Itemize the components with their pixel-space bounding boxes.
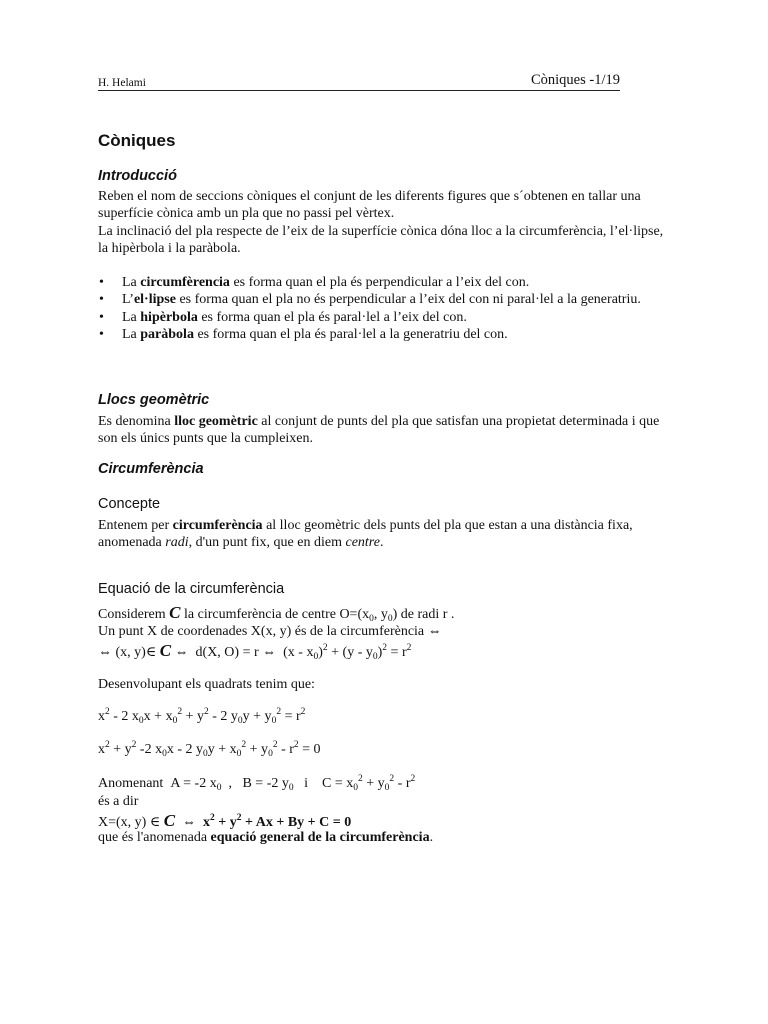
list-item: • L’el·lipse es forma quan el pla no és perpendicular a l’eix del con ni paral·lel a la generatriu.	[99, 292, 641, 308]
section-heading-llocs: Llocs geomètric	[98, 392, 210, 408]
section-heading-circumferencia: Circumferència	[98, 461, 204, 477]
math-line-punt-x: Un punt X de coordenades X(x, y) és de la circumferència ⇔	[98, 624, 442, 639]
list-item: • La hipèrbola es forma quan el pla és paral·lel a l’eix del con.	[99, 309, 467, 325]
header-page-label: Còniques -1/19	[530, 72, 620, 88]
text-es-a-dir: és a dir	[98, 794, 139, 809]
term-circumferencia-def: circumferència	[172, 518, 263, 533]
page-header	[98, 72, 620, 91]
math-line-anomenant: Anomenant A = -2 $x_0$ , B = -2 $y_0$ i $C = x_0^2 + y_0^2 - r^2$	[98, 774, 416, 793]
term-lloc-geometric: lloc geomètric	[174, 414, 258, 429]
term-hiperbola: hipèrbola	[140, 309, 198, 325]
page-title: Còniques	[98, 131, 176, 150]
intro-text	[98, 188, 668, 257]
text-desenvolupant: Desenvolupant els quadrats tenim que:	[98, 677, 315, 692]
math-line-distance: ⇔ (x, y)∈ C ⇔ d(X, O) = r ⇔ $(x - x_0)^2 + (y - y_0)^2 = r^2$	[98, 641, 412, 662]
section-heading-introduccio: Introducció	[98, 168, 177, 184]
math-line-considerem: Considerem C la circumferència de centre $O=(x_0$, $y_0$) de radi r .	[98, 603, 455, 624]
math-line-general: X=(x, y) ∈ C ⇔ $x^2 + y^2 + Ax + By + C = 0$	[98, 811, 352, 830]
term-ellipse: el·lipse	[133, 292, 176, 308]
math-line-rearranged: $x^2 + y^2$ -2 $x_0x - 2$ $y_0y + x_0^2 + y_0^2 - r^2 = 0$	[98, 740, 321, 759]
subheading-equacio: Equació de la circumferència	[98, 581, 285, 597]
term-centre: centre	[345, 535, 380, 551]
list-item: • La circumfèrencia es forma quan el pla és perpendicular a l’eix del con.	[99, 275, 530, 290]
text-final: que és l'anomenada equació general de la circumferència.	[98, 830, 434, 845]
term-radi: radi	[165, 535, 189, 551]
term-equacio-general: equació general de la circumferència	[210, 830, 430, 845]
concepte-text: Entenem per circumferència al lloc geomètric dels punts del pla que estan a una distància fixa, anomenada radi, d'un punt fix, que en diem centre.	[98, 518, 633, 551]
term-circumferencia: circumfèrencia	[140, 275, 230, 290]
intro-paragraph-1: Reben el nom de seccions còniques el conjunt de les diferents figures que s´obtenen en tallar una superfície cònica amb un pla que no passi pel vèrtex.	[98, 189, 641, 222]
term-parabola: paràbola	[140, 326, 194, 342]
llocs-text: Es denomina lloc geomètric al conjunt de punts del pla que satisfan una propietat determinada i que son els únics punts que la cumpleixen.	[98, 414, 660, 447]
subheading-concepte: Concepte	[98, 496, 161, 512]
conic-types-list	[98, 274, 658, 343]
header-author: H. Helami	[98, 77, 146, 89]
math-line-expanded: $x^2 - 2$ $x_0x + x_0^2 + y^2 - 2$ $y_0y + y_0^2 = r^2$	[98, 707, 306, 726]
intro-paragraph-2: La inclinació del pla respecte de l’eix de la superfície cònica dóna lloc a la circumferència, l’el·lipse, la hipèrbola i la paràbola.	[98, 223, 664, 256]
list-item: • La paràbola es forma quan el pla és paral·lel a la generatriu del con.	[99, 326, 508, 342]
